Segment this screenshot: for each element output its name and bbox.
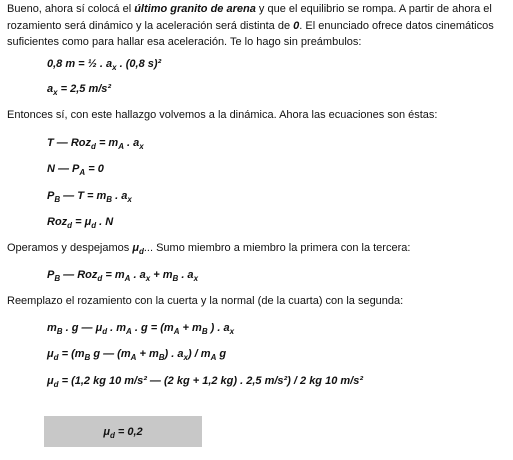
equation-acceleration: $a_x = 2,5$ m/s² — [47, 83, 112, 97]
equation-displacement: 0,8 m = ½ . $a_x$ . (0,8 s)² — [47, 58, 162, 72]
intro-text: Bueno, ahora sí colocá el — [7, 3, 135, 15]
equation-sum: $P_B$ — $Roz_d = m_A$ . $a_x + m_B$ . $a_x$ — [47, 269, 199, 283]
equation-body-a-x: T — $Roz_d = m_A$ . $a_x$ — [47, 137, 144, 151]
intro-zero: 0 — [293, 19, 300, 32]
intro-text-3: . El enunciado ofrece datos cinemáticos suficientes como para hallar esa aceleración. Te lo hago sin preámbulos: — [7, 19, 494, 48]
result-equation: $\mu_d = 0,2$ — [103, 425, 143, 440]
equation-body-b: $P_B$ — $T = m_B$ . $a_x$ — [47, 190, 132, 204]
equation-mu-formula: $\mu_d = (m_B$ g — $(m_A + m_B)$ . $a_x) / m_A$ g — [47, 348, 227, 362]
intro-paragraph — [7, 1, 507, 51]
result-box — [44, 416, 202, 447]
replace-paragraph: Reemplazo el rozamiento con la cuerta y la normal (de la cuarta) con la segunda: — [7, 295, 404, 307]
dynamics-paragraph: Entonces sí, con este hallazgo volvemos a la dinámica. Ahora las ecuaciones son éstas: — [7, 109, 438, 121]
solve-paragraph: Operamos y despejamos $\mu_d$... Sumo miembro a miembro la primera con la tercera: — [7, 242, 411, 257]
equation-mu-numeric: $\mu_d = (1,2$ kg 10 m/s² — (2 kg + 1,2 kg) . 2,5 m/s²) / 2 kg 10 m/s² — [47, 375, 363, 389]
equation-body-a-y: N — $P_A = 0$ — [47, 163, 104, 177]
equation-friction: $Roz_d = \mu_d$ . N — [47, 216, 114, 230]
intro-emphasis: último granito de arena — [134, 3, 256, 15]
intro-text-2: y que el equilibrio se rompa. A partir de ahora el rozamiento será dinámico y la aceleración será distinta de — [7, 3, 492, 32]
equation-substituted: $m_B$ . g — $\mu_d$ . $m_A$ . $g = (m_A + m_B$ ) . $a_x$ — [47, 322, 235, 336]
